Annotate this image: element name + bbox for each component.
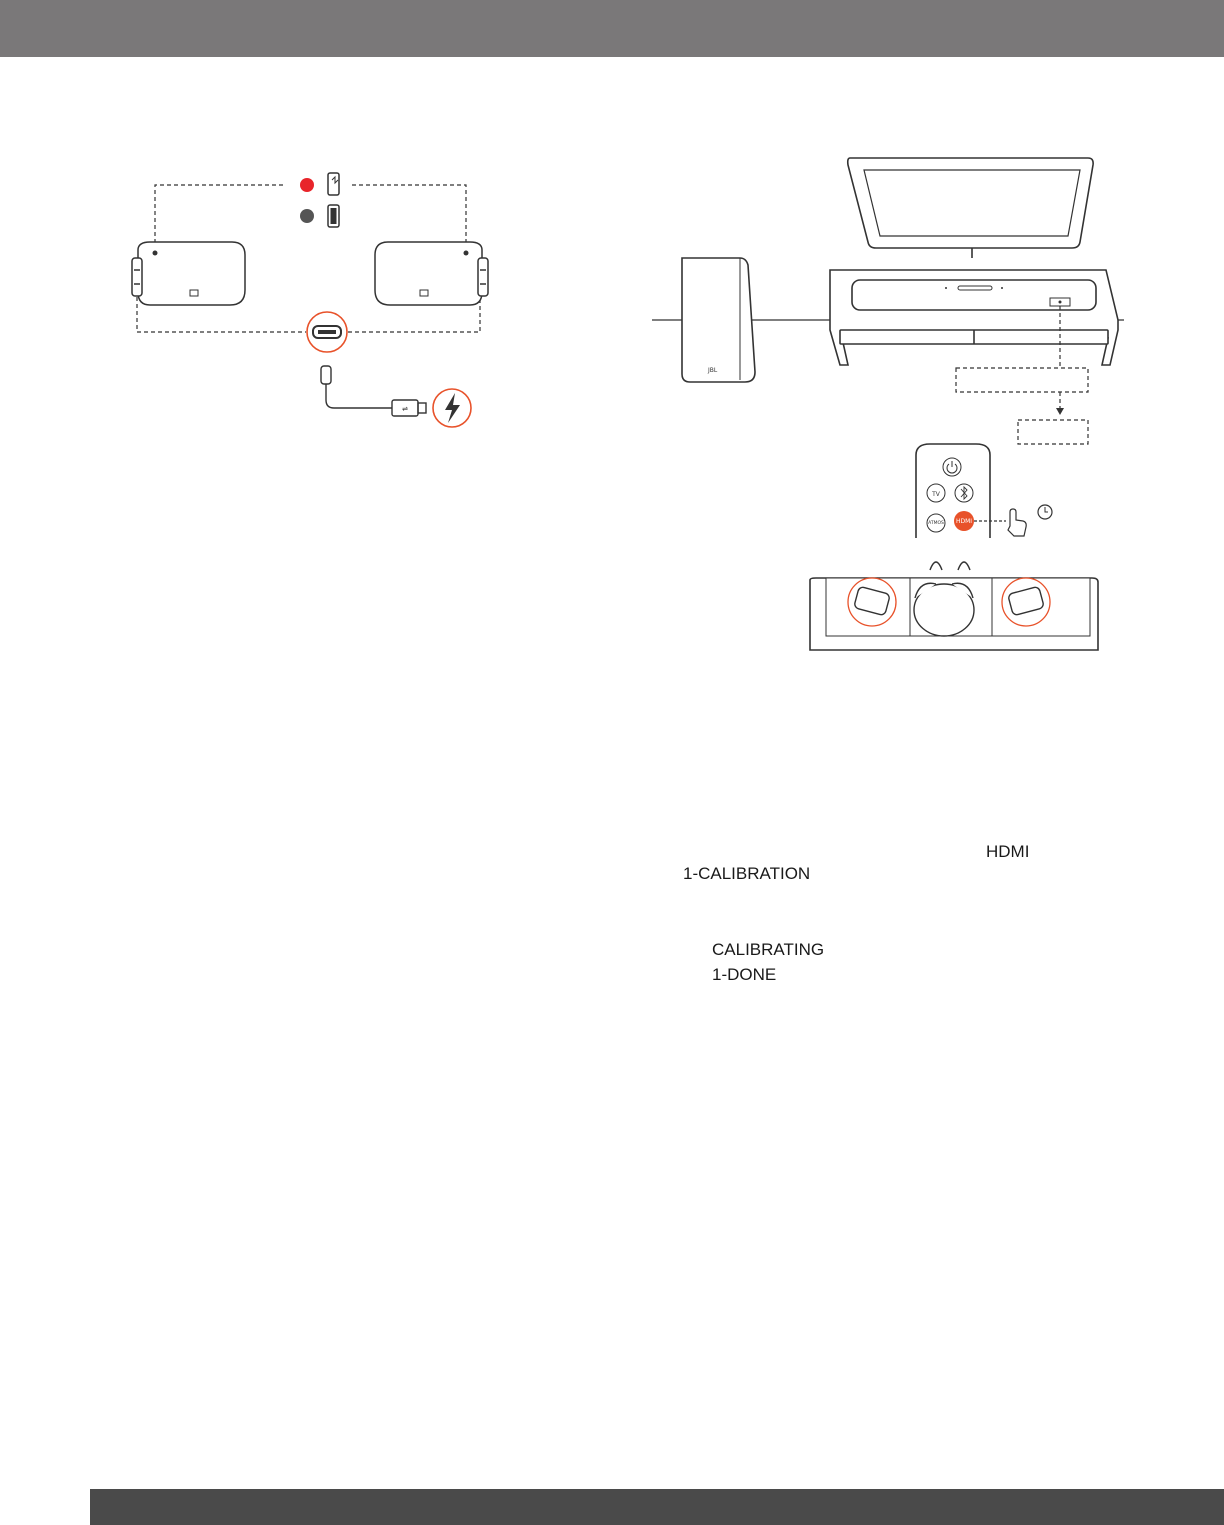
battery-charging-icon <box>328 173 339 195</box>
lightning-icon <box>433 389 471 427</box>
footer-bar <box>90 1489 1224 1525</box>
hand-pointer-icon <box>1008 509 1026 536</box>
clock-icon <box>1038 505 1052 519</box>
hdmi-button-label: HDMI <box>955 518 973 525</box>
svg-text:⇌: ⇌ <box>402 405 408 413</box>
tv-illustration <box>848 158 1093 258</box>
hdmi-label: HDMI <box>986 842 1030 861</box>
led-red-indicator <box>300 178 314 192</box>
right-surround-speaker <box>375 242 488 305</box>
usb-c-port-icon <box>307 312 347 352</box>
left-surround-speaker <box>132 242 245 305</box>
display-status-box <box>1018 420 1088 444</box>
soundbar-illustration <box>852 280 1096 310</box>
person-illustration <box>914 562 974 636</box>
display-callout-box <box>956 368 1088 392</box>
charging-diagram <box>120 160 500 440</box>
power-icon <box>943 458 961 476</box>
header-bar <box>0 0 1224 57</box>
remote-control <box>916 444 990 538</box>
atmos-button-label: ATMOS <box>928 521 944 526</box>
bluetooth-icon <box>955 484 973 502</box>
led-gray-indicator <box>300 209 314 223</box>
done-display-text: 1-DONE <box>712 965 777 984</box>
battery-full-icon <box>328 205 339 227</box>
calibration-display-text: 1-CALIBRATION <box>683 864 811 883</box>
calibrating-display-text: CALIBRATING <box>712 940 825 959</box>
subwoofer-logo: JBL <box>708 367 718 374</box>
tv-button-label: TV <box>932 491 940 498</box>
calibration-diagram <box>640 150 1140 660</box>
subwoofer-illustration <box>682 258 755 382</box>
